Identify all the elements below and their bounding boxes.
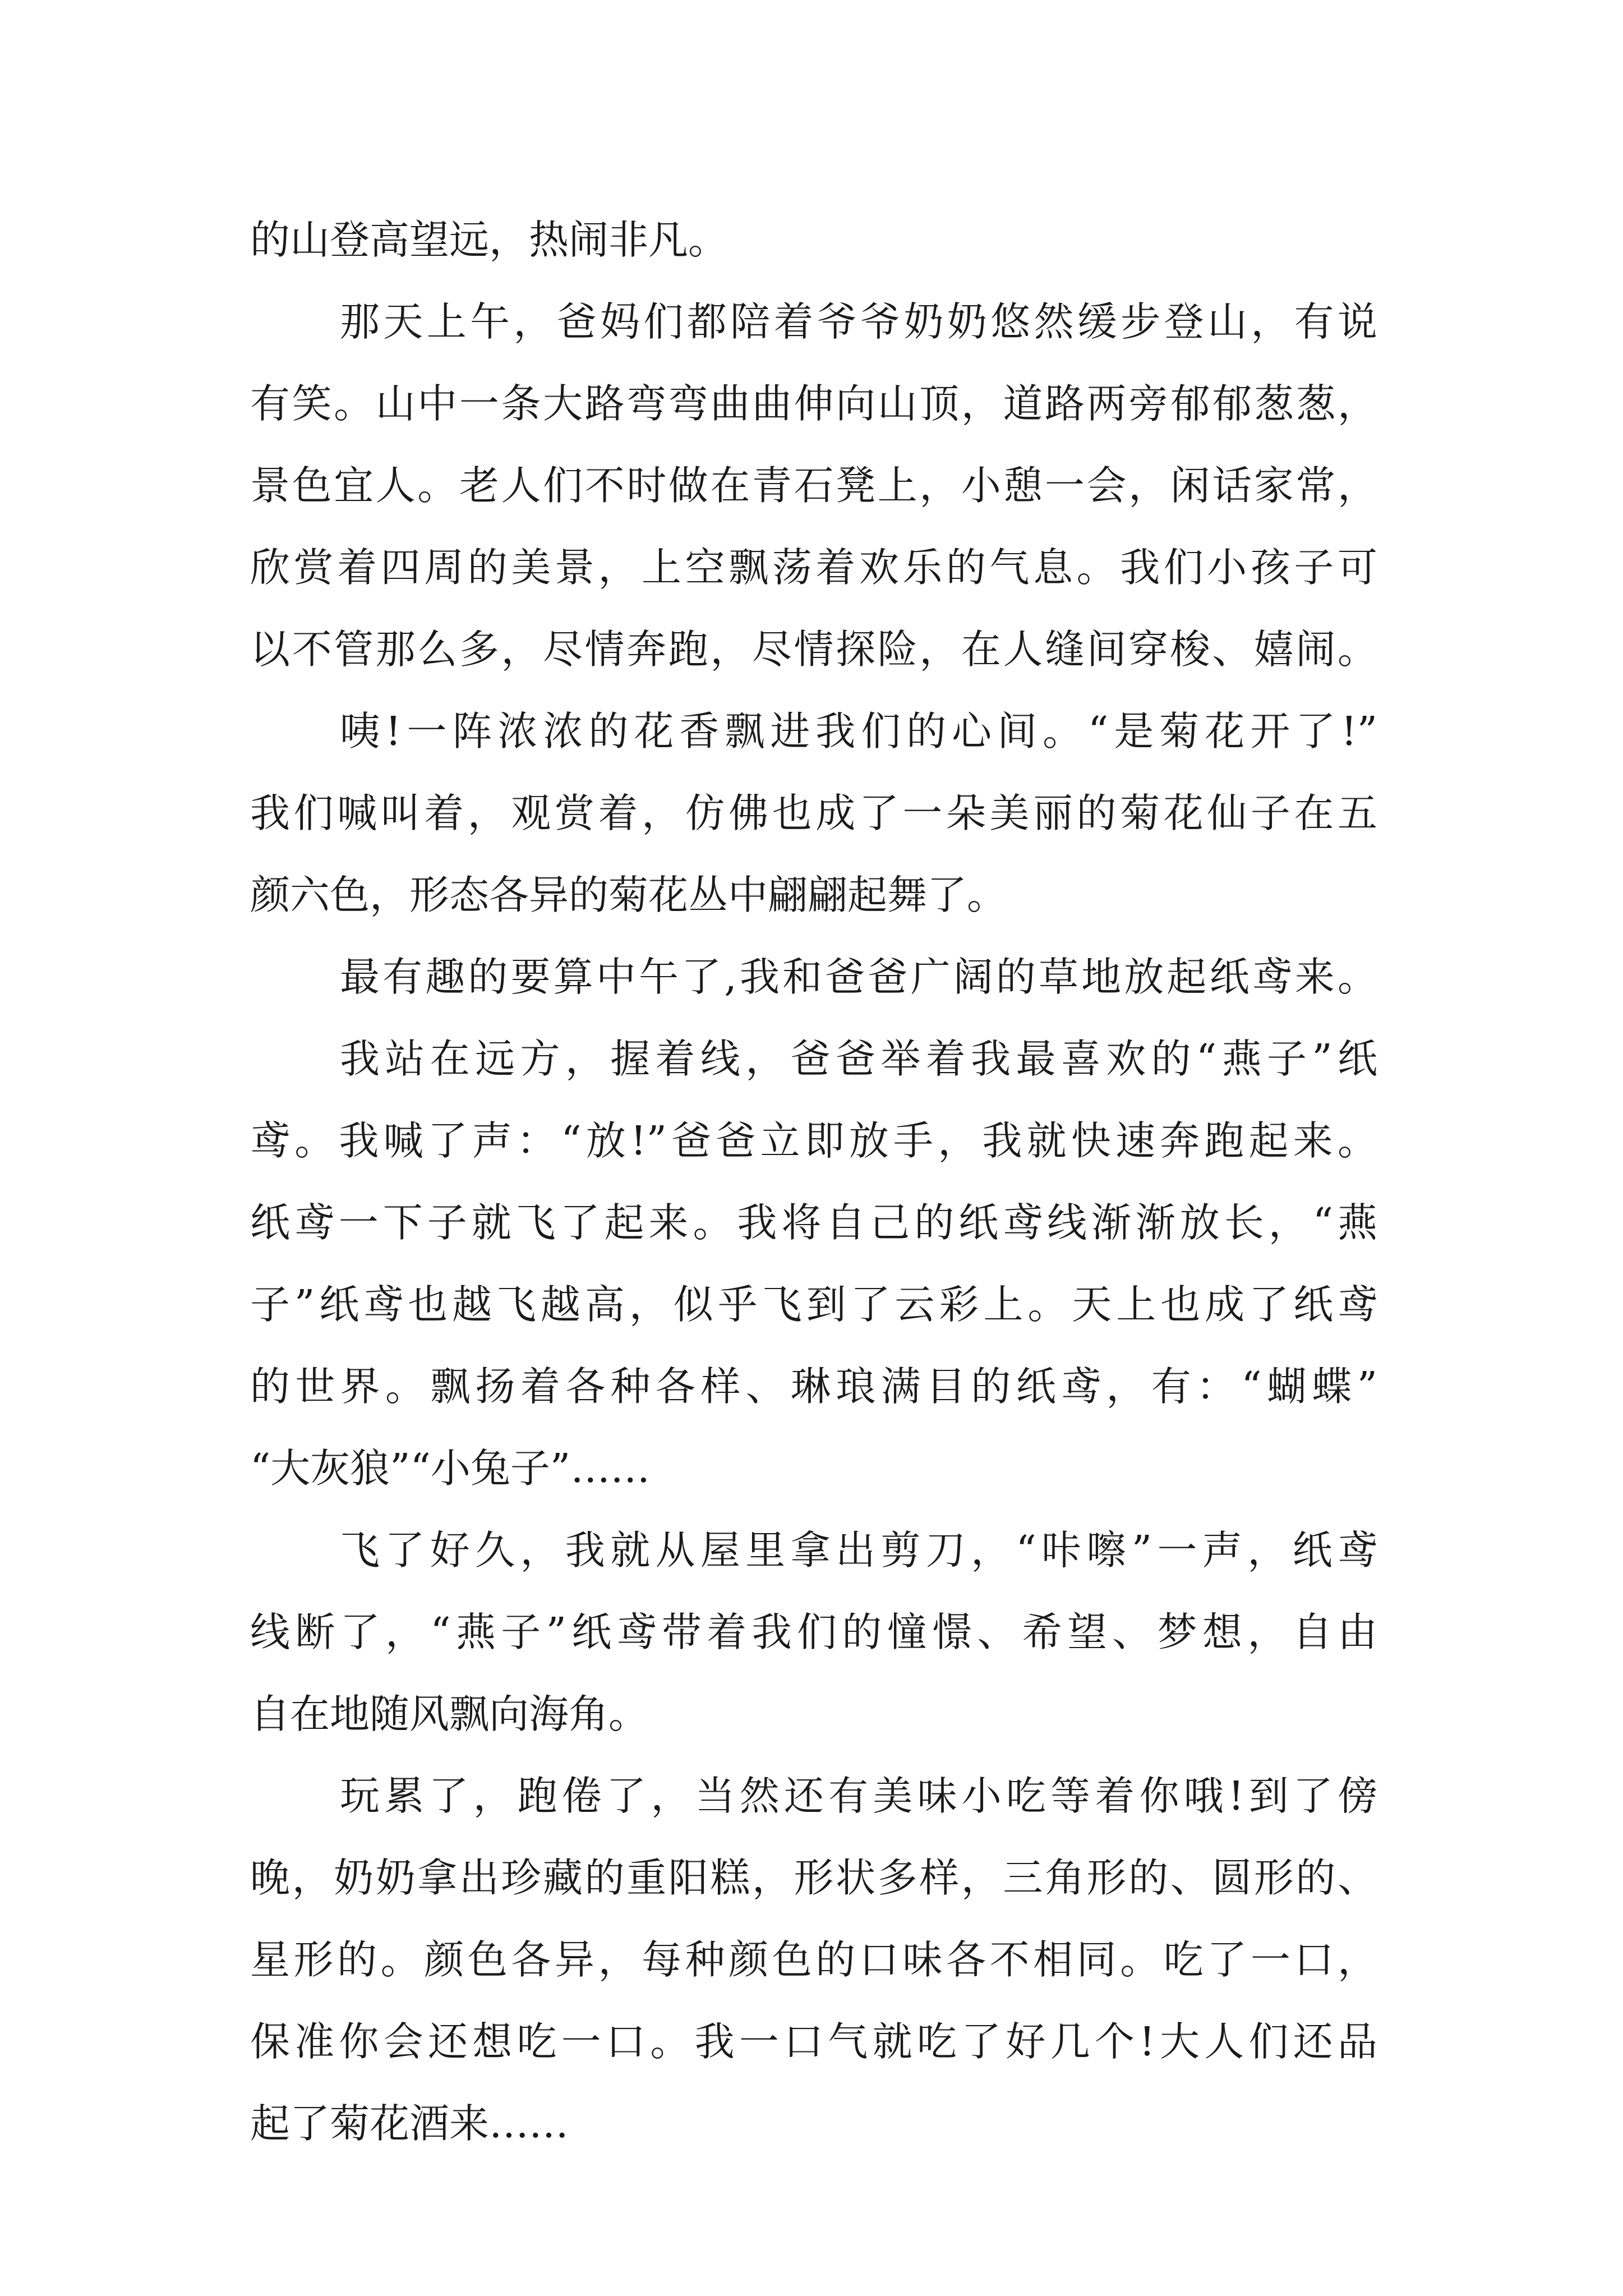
- document-body: [250, 199, 1377, 2165]
- text-line: 自在地随风飘向海角。: [250, 1691, 649, 1737]
- text-line: “大灰狼”“小兔子”……: [250, 1445, 651, 1492]
- text-line: 星形的。颜色各异，每种颜色的口味各不相同。吃了一口，: [250, 1936, 1377, 1983]
- text-line: 有笑。山中一条大路弯弯曲曲伸向山顶，道路两旁郁郁葱葱，: [250, 380, 1377, 427]
- text-line: 我站在远方，握着线，爸爸举着我最喜欢的“燕子”纸: [340, 1036, 1377, 1082]
- text-line: 子”纸鸢也越飞越高，似乎飞到了云彩上。天上也成了纸鸢: [250, 1281, 1377, 1328]
- text-line: 鸢。我喊了声：“放!”爸爸立即放手，我就快速奔跑起来。: [250, 1117, 1377, 1164]
- text-line: 保准你会还想吃一口。我一口气就吃了好几个!大人们还品: [250, 2018, 1377, 2065]
- text-line: 咦!一阵浓浓的花香飘进我们的心间。“是菊花开了!”: [340, 708, 1377, 754]
- text-line: 以不管那么多，尽情奔跑，尽情探险，在人缝间穿梭、嬉闹。: [250, 626, 1377, 673]
- text-line: 最有趣的要算中午了,我和爸爸广阔的草地放起纸鸢来。: [340, 954, 1377, 1000]
- text-line: 颜六色，形态各异的菊花丛中翩翩起舞了。: [250, 872, 1007, 918]
- text-line: 飞了好久，我就从屋里拿出剪刀，“咔嚓”一声，纸鸢: [340, 1527, 1377, 1573]
- text-line: 晚，奶奶拿出珍藏的重阳糕，形状多样，三角形的、圆形的、: [250, 1855, 1377, 1901]
- text-line: 玩累了，跑倦了，当然还有美味小吃等着你哦!到了傍: [340, 1773, 1377, 1819]
- text-line: 我们喊叫着，观赏着，仿佛也成了一朵美丽的菊花仙子在五: [250, 790, 1377, 836]
- text-line: 那天上午，爸妈们都陪着爷爷奶奶悠然缓步登山，有说: [340, 298, 1377, 345]
- text-line: 线断了，“燕子”纸鸢带着我们的憧憬、希望、梦想，自由: [250, 1609, 1377, 1655]
- text-line: 纸鸢一下子就飞了起来。我将自己的纸鸢线渐渐放长，“燕: [250, 1199, 1377, 1246]
- text-line: 景色宜人。老人们不时做在青石凳上，小憩一会，闲话家常，: [250, 462, 1377, 509]
- text-line: 欣赏着四周的美景，上空飘荡着欢乐的气息。我们小孩子可: [250, 544, 1377, 591]
- text-line: 的山登高望远，热闹非凡。: [250, 217, 728, 263]
- text-line: 的世界。飘扬着各种各样、琳琅满目的纸鸢，有：“蝴蝶”: [250, 1363, 1377, 1410]
- text-line: 起了菊花酒来……: [250, 2100, 569, 2147]
